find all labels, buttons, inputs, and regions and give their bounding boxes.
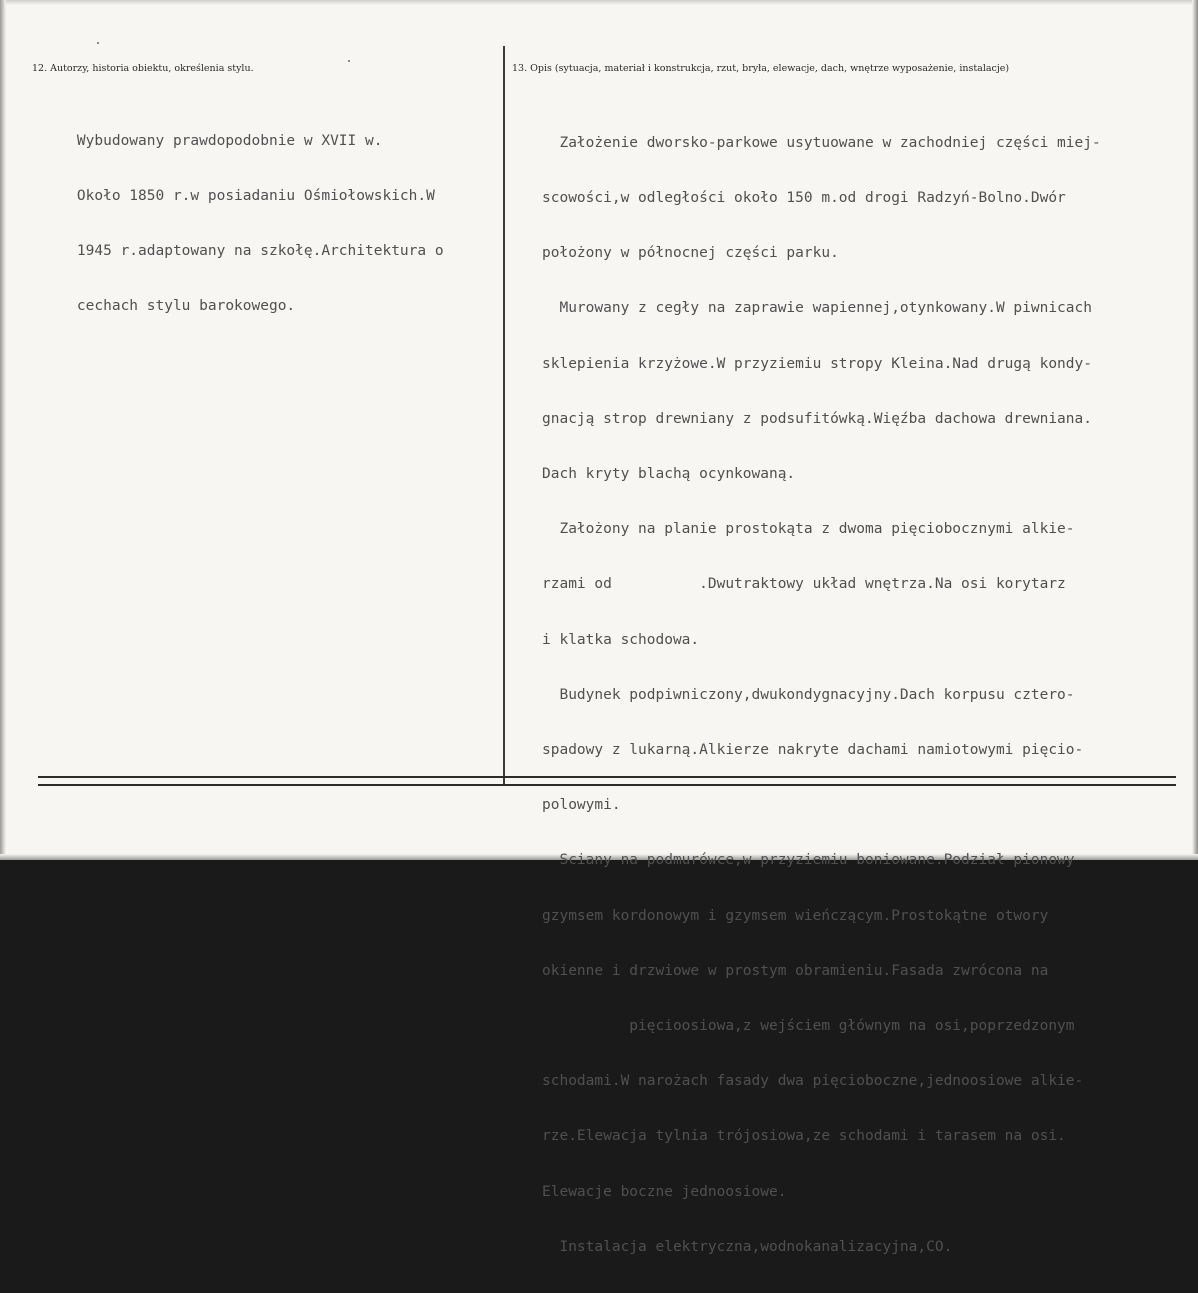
typed-line: gnacją strop drewniany z podsufitówką.Więźba dachowa drewniana. bbox=[542, 410, 1092, 427]
typed-line: schodami.W narożach fasady dwa pięcioboczne,jednoosiowe alkie- bbox=[542, 1073, 1084, 1090]
typed-line: sklepienia krzyżowe.W przyziemiu stropy Kleina.Nad drugą kondy- bbox=[542, 355, 1092, 372]
typed-line: okienne i drzwiowe w prostym obramieniu.Fasada zwrócona na bbox=[542, 962, 1049, 979]
typed-line: cechach stylu barokowego. bbox=[42, 298, 296, 315]
typed-line: Wybudowany prawdopodobnie w XVII w. bbox=[42, 132, 383, 149]
section-12-label: 12. Autorzy, historia obiektu, określenia stylu. bbox=[32, 63, 254, 74]
typed-line: Dach kryty blachą ocynkowaną. bbox=[542, 466, 796, 483]
paper-speck bbox=[348, 60, 350, 62]
typed-line: Budynek podpiwniczony,dwukondygnacyjny.Dach korpusu cztero- bbox=[542, 686, 1075, 703]
page-edge-right bbox=[1192, 0, 1198, 860]
section-13-typed-text bbox=[542, 97, 1101, 1293]
typed-line: pięcioosiowa,z wejściem głównym na osi,poprzedzonym bbox=[542, 1018, 1075, 1035]
typed-line: spadowy z lukarną.Alkierze nakryte dachami namiotowymi pięcio- bbox=[542, 742, 1084, 759]
typed-line: i klatka schodowa. bbox=[542, 631, 700, 648]
page-edge-left bbox=[0, 0, 6, 860]
typed-line: 1945 r.adaptowany na szkołę.Architektura o bbox=[42, 243, 444, 260]
typed-line: położony w północnej części parku. bbox=[542, 245, 839, 262]
typed-line: scowości,w odległości około 150 m.od drogi Radzyń-Bolno.Dwór bbox=[542, 190, 1066, 207]
typed-line: Instalacja elektryczna,wodnokanalizacyjna,CO. bbox=[542, 1238, 953, 1255]
typed-line: polowymi. bbox=[542, 797, 621, 814]
typed-line: Około 1850 r.w posiadaniu Ośmiołowskich.W bbox=[42, 188, 435, 205]
typed-line: Założony na planie prostokąta z dwoma pięciobocznymi alkie- bbox=[542, 521, 1075, 538]
typed-line: Murowany z cegły na zaprawie wapiennej,otynkowany.W piwnicach bbox=[542, 300, 1092, 317]
typed-line: Założenie dworsko-parkowe usytuowane w zachodniej części miej- bbox=[542, 134, 1101, 151]
section-12-typed-text bbox=[42, 95, 444, 353]
typed-line: rze.Elewacja tylnia trójosiowa,ze schodami i tarasem na osi. bbox=[542, 1128, 1066, 1145]
paper-speck bbox=[97, 42, 99, 44]
typed-line: gzymsem kordonowym i gzymsem wieńczącym.Prostokątne otwory bbox=[542, 907, 1049, 924]
typed-line: rzami od .Dwutraktowy układ wnętrza.Na osi korytarz bbox=[542, 576, 1066, 593]
section-13-label: 13. Opis (sytuacja, materiał i konstrukcja, rzut, bryła, elewacje, dach, wnętrze wyposażenie, instalacje) bbox=[512, 63, 1010, 74]
column-divider bbox=[503, 46, 505, 784]
page-edge-top bbox=[0, 0, 1198, 5]
typed-line: Sciany na podmurówce,w przyziemiu boniowane.Podział pionowy bbox=[542, 852, 1075, 869]
typed-line: Elewacje boczne jednoosiowe. bbox=[542, 1183, 787, 1200]
